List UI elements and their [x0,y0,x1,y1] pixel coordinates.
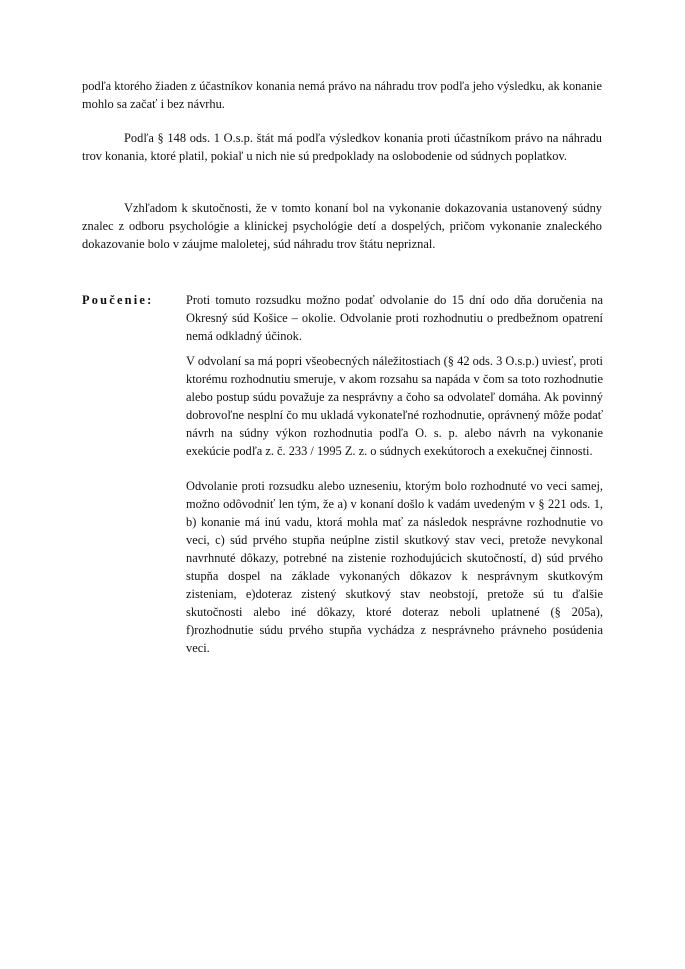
paragraph-state-costs: Podľa § 148 ods. 1 O.s.p. štát má podľa výsledkov konania proti účastníkom právo na náhradu trov konania, ktoré platil, pokiaľ u nich nie sú predpoklady na oslobodenie od súdnych poplatkov. [82,131,602,163]
paragraph-costs-continuation: podľa ktorého žiaden z účastníkov konania nemá právo na náhradu trov podľa jeho výsledku, ak konanie mohlo sa začať i bez návrhu. [82,79,602,111]
poucenie-appeal-deadline: Proti tomuto rozsudku možno podať odvolanie do 15 dní odo dňa doručenia na Okresný súd Košice – okolie. Odvolanie proti rozhodnutiu o predbežnom opatrení nemá odkladný účinok. [186,293,603,343]
paragraph-expert-costs: Vzhľadom k skutočnosti, že v tomto konaní bol na vykonanie dokazovania ustanovený súdny znalec z odboru psychológie a klinickej psychológie detí a dospelých, pričom vykonanie znaleckého dokazovanie bolo v záujme maloletej, súd náhradu trov štátu nepriznal. [82,201,602,251]
poucenie-appeal-requirements: V odvolaní sa má popri všeobecných náležitostiach (§ 42 ods. 3 O.s.p.) uviesť, proti ktorému rozhodnutiu smeruje, v akom rozsahu sa napáda v čom sa toto rozhodnutie alebo postup súdu považuje za nesprávny a čoho sa odvolateľ domáha. Ak povinný dobrovoľne nesplní čo mu ukladá vykonateľné rozhodnutie, oprávnený môže podať návrh na súdny výkon rozhodnutia podľa O. s. p. alebo návrh na vykonanie exekúcie podľa z. č. 233 / 1995 Z. z. o súdnych exekútoroch a exekučnej činnosti. [186,354,603,458]
poucenie-appeal-grounds: Odvolanie proti rozsudku alebo uzneseniu, ktorým bolo rozhodnuté vo veci samej, možno odôvodniť len tým, že a) v konaní došlo k vadám uvedeným v § 221 ods. 1, b) konanie má inú vadu, ktorá mohla mať za následok nesprávne rozhodnutie vo veci, c) súd prvého stupňa neúplne zistil skutkový stav veci, pretože nevykonal navrhnuté dôkazy, potrebné na zistenie rozhodujúcich skutočností, d) súd prvého stupňa dospel na základe vykonaných dôkazov k nesprávnym skutkovým zisteniam, e)doteraz zistený skutkový stav neobstojí, pretože sú tu ďalšie skutočnosti alebo iné dôkazy, ktoré doteraz neboli uplatnené (§ 205a), f)rozhodnutie súdu prvého stupňa vychádza z nesprávneho právneho posúdenia veci. [186,479,603,655]
poucenie-label: Poučenie: [82,293,154,307]
